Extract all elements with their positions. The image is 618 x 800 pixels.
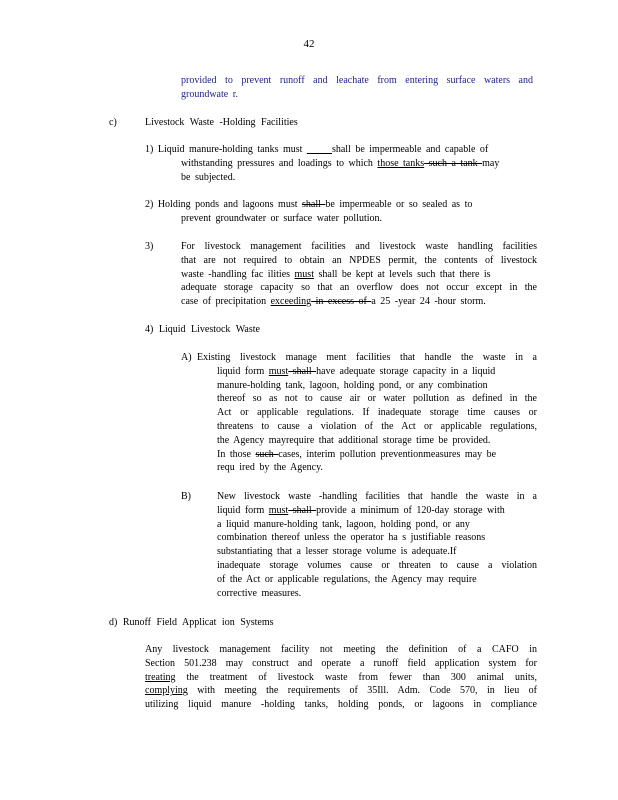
item-2-line-2: prevent groundwater or surface water pollution.: [181, 212, 383, 224]
intro-line-1: provided to prevent runoff and leachate from entering surface waters and: [181, 75, 533, 86]
section-d-text-a: the treatment of livestock waste from fewer than 300 animal units,: [175, 671, 537, 683]
section-d-title: d) Runoff Field Applicat ion Systems: [109, 617, 274, 628]
item-2-text-b: be impermeable or so sealed as to: [325, 199, 473, 210]
item-4a-paragraph: [197, 351, 537, 475]
intro-paragraph: [181, 74, 533, 102]
item-4a-line-4: thereof so as not to cause air or water pollution as defined in the: [217, 393, 537, 405]
section-d-line-2: Section 501.238 may construct and operate a runoff field application system for: [145, 657, 537, 669]
section-c-title: Livestock Waste -Holding Facilities: [145, 117, 298, 128]
section-c-label: c): [109, 117, 117, 128]
section-d-insertion-treating: treating: [145, 671, 176, 683]
item-3-deletion: in excess of: [311, 296, 372, 308]
item-4a-line-1: Existing livestock manage ment facilities that handle the waste in a: [197, 352, 537, 363]
item-3-paragraph: [181, 240, 537, 309]
item-2-line-1: [145, 198, 545, 212]
item-1-line-1: [145, 143, 545, 157]
item-4a-insertion: must: [268, 365, 289, 377]
item-3-text-b: shall be kept at levels such that there is: [313, 268, 491, 280]
item-4b-line-7: of the Act or applicable regulations, the Agency may require: [217, 573, 477, 585]
item-4b-text-a: liquid form: [217, 504, 269, 516]
item-1-text-c: withstanding pressures and loadings to which: [181, 157, 378, 169]
section-d-line-3: [145, 671, 537, 685]
item-1-paragraph: [145, 143, 545, 184]
item-4a-text-c: In those: [217, 448, 256, 460]
item-4b-insertion: must: [268, 504, 289, 516]
section-d-text-b: with meeting the requirements of 35Ill. Adm. Code 570, in lieu of: [187, 685, 537, 697]
item-1-line-3: be subjected.: [181, 171, 236, 183]
section-d-paragraph: [145, 643, 537, 712]
item-4a-line-8: [197, 448, 537, 462]
item-3-line-3: [181, 268, 537, 282]
page-number: 42: [303, 38, 315, 50]
item-2-text-a: 2) Holding ponds and lagoons must: [145, 199, 302, 210]
section-d-line-5: utilizing liquid manure -holding tanks, holding ponds, or lagoons in compliance: [145, 699, 537, 711]
item-4a-line-3: manure-holding tank, lagoon, holding pond, or any combination: [217, 379, 488, 391]
item-1-text-a: 1) Liquid manure-holding tanks must: [145, 144, 303, 155]
item-4b-line-2: [217, 504, 537, 518]
item-3-text-c: case of precipitation: [181, 296, 271, 308]
item-4a-line-2: [197, 365, 537, 379]
item-1-text-d: may: [482, 157, 500, 169]
section-d-line-4: [145, 684, 537, 698]
item-1-deletion: such a tank: [424, 157, 483, 169]
item-1-line-2: [145, 157, 545, 171]
item-4a-text-b: have adequate storage capacity in a liquid: [316, 365, 496, 377]
item-4b-label: B): [181, 491, 191, 502]
section-d-insertion-complying: complying: [145, 685, 188, 697]
item-3-line-1: For livestock management facilities and livestock waste handling facilities: [181, 241, 537, 252]
item-4b-deletion: shall: [288, 504, 317, 516]
item-4a-line-9: requ ired by the Agency.: [217, 462, 323, 474]
item-1-text-b: shall be impermeable and capable of: [331, 144, 489, 155]
item-4a-text-a: liquid form: [217, 365, 269, 377]
section-d-line-1: Any livestock management facility not meeting the definition of a CAFO in: [145, 644, 537, 655]
item-4b-line-3: a liquid manure-holding tank, lagoon, holding pond, or any: [217, 518, 470, 530]
item-4b-line-1: New livestock waste -handling facilities that handle the waste in a: [217, 491, 537, 502]
item-4a-text-d: cases, interim pollution preventionmeasures may be: [278, 448, 497, 460]
item-2-deletion: shall: [302, 199, 326, 210]
item-4a-deletion-such: such: [255, 448, 279, 460]
item-4a-deletion: shall: [288, 365, 317, 377]
item-4a-line-6: threatens to cause a violation of the Act or applicable regulations,: [217, 420, 537, 432]
item-4b-paragraph: [217, 490, 537, 600]
item-4b-line-8: corrective measures.: [217, 587, 302, 599]
item-4-title: 4) Liquid Livestock Waste: [145, 324, 260, 335]
item-4b-line-6: inadequate storage volumes cause or threaten to cause a violation: [217, 559, 537, 571]
item-4b-line-4: combination thereof unless the operator ha s justifiable reasons: [217, 532, 486, 544]
item-3-number: 3): [145, 241, 154, 252]
intro-line-2: groundwate r.: [181, 88, 238, 100]
item-1-insertion: those tanks: [377, 157, 425, 169]
item-4a-line-5: Act or applicable regulations. If inadequate storage time causes or: [217, 407, 537, 419]
item-4a-line-7: the Agency mayrequire that additional storage time be provided.: [217, 434, 491, 446]
item-3-line-5: [181, 295, 537, 309]
item-4a-label: A): [181, 352, 192, 363]
item-3-line-2: that are not required to obtain an NPDES permit, the contents of livestock: [181, 254, 537, 266]
item-3-insertion-must: must: [294, 268, 314, 280]
item-3-insertion-exceeding: exceeding: [270, 296, 312, 308]
item-3-text-d: a 25 -year 24 -hour storm.: [371, 296, 486, 308]
item-3-text-a: waste -handling fac ilities: [181, 268, 295, 280]
item-4b-text-b: provide a minimum of 120-day storage with: [316, 504, 505, 516]
item-2-paragraph: [145, 198, 545, 226]
item-3-line-4: adequate storage capacity so that an overflow does not occur except in the: [181, 282, 537, 294]
item-1-insertion-blank: _____: [306, 144, 332, 155]
item-4b-line-5: substantiating that a lesser storage volume is adequate.If: [217, 546, 457, 558]
